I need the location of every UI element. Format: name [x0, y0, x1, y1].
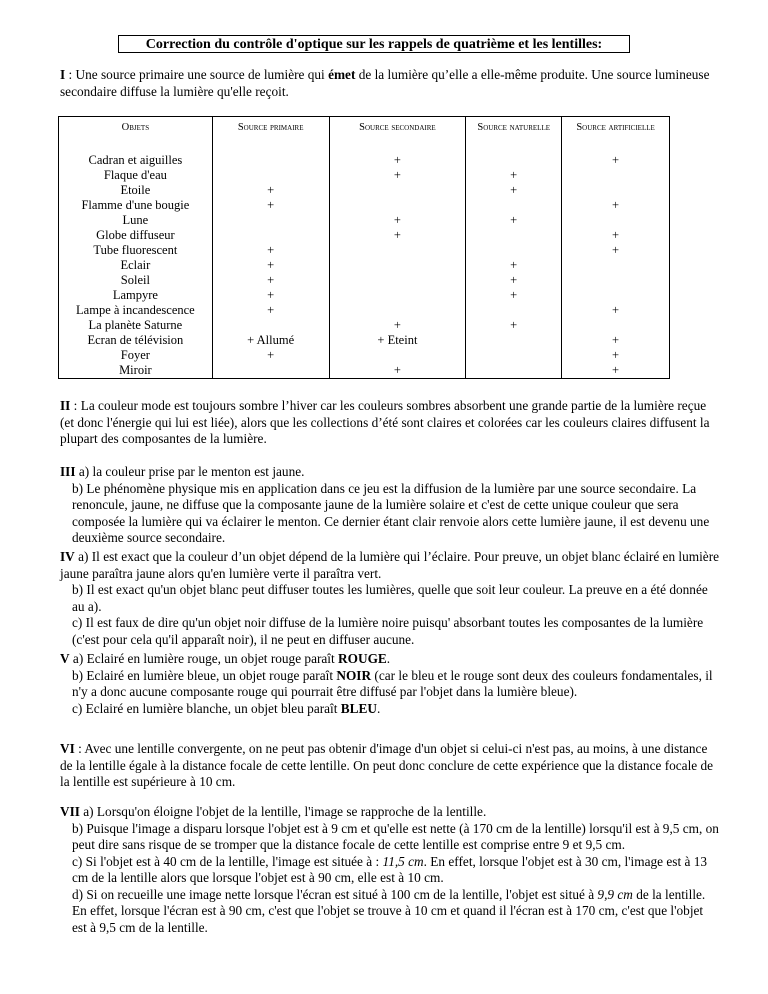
table-cell-mark: + — [212, 348, 329, 363]
table-cell-mark — [329, 243, 466, 258]
section-7-a: a) Lorsqu'on éloigne l'objet de la lentille, l'image se rapproche de la lentille. — [79, 804, 487, 819]
table-cell-mark — [562, 318, 670, 333]
table-cell-mark — [466, 243, 562, 258]
table-cell-mark: + — [466, 273, 562, 288]
table-row — [59, 273, 670, 288]
section-5-c-text: c) Eclairé en lumière blanche, un objet bleu paraît — [72, 700, 341, 716]
table-cell-mark — [212, 213, 329, 228]
section-7-b: b) Puisque l'image a disparu lorsque l'objet est à 9 cm et qu'elle est nette (à 170 cm de la lentille) lorsqu'il est à 9,5 cm, on peut dire sans risque de se tromper que la distance focale de cette lentille est comprise entre 9 et 9,5 cm. — [72, 820, 719, 852]
table-cell-mark — [329, 258, 466, 273]
table-cell-mark: + — [562, 303, 670, 318]
section-5-c-bold: BLEU — [340, 700, 377, 716]
section-1-number: I — [60, 67, 66, 82]
section-3-number: III — [60, 464, 76, 479]
section-7-c-end: . En effet, lorsque l'objet est à 30 cm, l'image est à 13 cm de la lentille alors que lorsque l'objet est à 90 cm, elle est à 10 cm. — [72, 853, 707, 885]
table-cell-mark: + — [466, 213, 562, 228]
table-cell-mark: + — [329, 153, 466, 168]
table-cell-object: Lampe à incandescence — [59, 303, 213, 318]
table-row — [59, 363, 670, 379]
table-cell-mark: + — [562, 228, 670, 243]
section-3-b: b) Le phénomène physique mis en application dans ce jeu est la diffusion de la lumière par une source secondaire. La renoncule, jaune, ne diffuse que la composante jaune de la lumière solaire et c'est de cette unique couleur que sera composée la lumière qui va éclairer le menton. Ce dernier étant clair renvoie alors cette lumière jaune, il est devenu une deuxième source secondaire. — [72, 480, 710, 545]
table-cell-mark — [466, 348, 562, 363]
table-cell-object: Ecran de télévision — [59, 333, 213, 348]
table-cell-mark — [466, 228, 562, 243]
section-7 — [60, 804, 720, 936]
section-5-b-end: (car le bleu et le rouge sont deux des couleurs fondamentales, il n'y a donc aucune composante rouge qui pourrait être diffusé par l'objet dans la lumière bleue). — [72, 667, 713, 699]
table-cell-mark: + — [212, 258, 329, 273]
document-title: Correction du contrôle d'optique sur les rappels de quatrième et les lentilles: — [118, 35, 630, 53]
table-cell-mark — [212, 318, 329, 333]
table-row — [59, 348, 670, 363]
table-cell-mark: + — [562, 153, 670, 168]
table-cell-mark: + — [562, 333, 670, 348]
table-cell-mark — [466, 198, 562, 213]
table-cell-mark: + — [212, 243, 329, 258]
section-4-number: IV — [60, 549, 75, 564]
table-cell-object: Flamme d'une bougie — [59, 198, 213, 213]
section-7-c-text: c) Si l'objet est à 40 cm de la lentille, l'image est située à : — [72, 853, 383, 869]
section-7-c-italic: 11,5 cm — [382, 853, 424, 869]
section-5-a-text: a) Eclairé en lumière rouge, un objet rouge paraît — [69, 651, 339, 666]
table-cell-mark: + — [562, 363, 670, 379]
table-cell-object: Eclair — [59, 258, 213, 273]
table-cell-mark — [212, 168, 329, 183]
section-5-a-end: . — [386, 651, 391, 666]
section-7-d-italic: 9,9 cm — [597, 886, 633, 902]
table-cell-mark: + — [329, 363, 466, 379]
table-cell-mark — [562, 183, 670, 198]
section-4-a: a) Il est exact que la couleur d’un objet dépend de la lumière qui l’éclaire. Pour preuve, un objet blanc éclairé en lumière jaune paraîtra jaune alors qu'en lumière verte il paraîtra vert. — [60, 549, 720, 581]
header-source-artificielle: Source artificielle — [562, 117, 670, 154]
table-cell-mark — [212, 228, 329, 243]
section-5-b-bold: NOIR — [336, 667, 372, 683]
table-cell-object: La planète Saturne — [59, 318, 213, 333]
table-cell-mark — [466, 333, 562, 348]
table-cell-mark — [212, 153, 329, 168]
header-source-naturelle: Source naturelle — [466, 117, 562, 154]
table-cell-mark — [329, 183, 466, 198]
table-cell-mark — [562, 288, 670, 303]
table-cell-object: Miroir — [59, 363, 213, 379]
table-cell-object: Cadran et aiguilles — [59, 153, 213, 168]
table-row — [59, 318, 670, 333]
table-row — [59, 198, 670, 213]
table-cell-mark: + — [212, 273, 329, 288]
section-4-b: b) Il est exact qu'un objet blanc peut diffuser toutes les lumières, quelle que soit leur couleur. La preuve en a été donnée au a). — [72, 582, 708, 614]
section-3 — [60, 464, 720, 547]
section-1 — [60, 67, 720, 100]
table-cell-mark: + — [562, 348, 670, 363]
table-cell-object: Lune — [59, 213, 213, 228]
section-5-a-bold: ROUGE — [338, 651, 387, 666]
section-2 — [60, 398, 720, 448]
section-5-number: V — [60, 651, 70, 666]
table-cell-mark: + — [466, 183, 562, 198]
table-cell-mark: + — [466, 258, 562, 273]
table-cell-mark: + — [562, 243, 670, 258]
table-row — [59, 288, 670, 303]
table-cell-mark — [329, 348, 466, 363]
table-cell-mark: + — [212, 303, 329, 318]
table-cell-mark — [562, 213, 670, 228]
table-cell-mark — [329, 198, 466, 213]
table-cell-mark: + Eteint — [329, 333, 466, 348]
table-cell-mark: + — [212, 183, 329, 198]
table-cell-object: Foyer — [59, 348, 213, 363]
section-1-text-b: de la lumière qu’elle a elle-même produite. Une source lumineuse secondaire diffuse la lumière qu'elle reçoit. — [60, 67, 710, 99]
table-cell-mark — [466, 153, 562, 168]
table-row — [59, 258, 670, 273]
table-cell-object: Soleil — [59, 273, 213, 288]
table-row — [59, 168, 670, 183]
table-row — [59, 333, 670, 348]
table-cell-mark: + Allumé — [212, 333, 329, 348]
table-cell-object: Flaque d'eau — [59, 168, 213, 183]
section-5 — [60, 651, 720, 717]
section-6-number: VI — [60, 741, 75, 756]
section-6-text: : Avec une lentille convergente, on ne peut pas obtenir d'image d'un objet si celui-ci n'est pas, au moins, à une distance de la lentille égale à la distance focale de cette lentille. On peut donc conclure de cette expérience que la distance focale de la lentille est supérieure à 10 cm. — [60, 741, 714, 789]
header-source-primaire: Source primaire — [212, 117, 329, 154]
table-cell-mark — [562, 258, 670, 273]
table-header-row — [59, 117, 670, 154]
table-cell-mark: + — [466, 288, 562, 303]
section-1-bold: émet — [328, 67, 356, 82]
section-3-a: a) la couleur prise par le menton est jaune. — [75, 464, 305, 479]
table-cell-mark: + — [329, 228, 466, 243]
table-row — [59, 303, 670, 318]
table-cell-mark: + — [329, 318, 466, 333]
section-6 — [60, 741, 720, 791]
section-2-text: : La couleur mode est toujours sombre l’hiver car les couleurs sombres absorbent une grande partie de la lumière reçue (et donc l'énergie qui lui est liée), alors que les collections d’été sont claires et colorées car les couleurs claires diffusent la plupart des composantes de la lumière. — [60, 398, 710, 446]
table-row — [59, 213, 670, 228]
section-1-text-a: : Une source primaire une source de lumière qui — [65, 67, 329, 82]
table-cell-mark: + — [329, 213, 466, 228]
header-source-secondaire: Source secondaire — [329, 117, 466, 154]
table-cell-mark — [466, 363, 562, 379]
section-4-c: c) Il est faux de dire qu'un objet noir diffuse de la lumière noire puisqu' absorbant toutes les composantes de la lumière (c'est pour cela qu'il apparaît noir), il ne peut en diffuser aucune. — [72, 615, 704, 647]
section-5-c-end: . — [377, 700, 381, 716]
table-row — [59, 243, 670, 258]
table-cell-mark — [466, 303, 562, 318]
table-cell-mark — [212, 363, 329, 379]
table-row — [59, 228, 670, 243]
section-4 — [60, 549, 720, 648]
table-cell-mark — [329, 273, 466, 288]
table-cell-mark: + — [562, 198, 670, 213]
sources-table — [58, 116, 670, 379]
section-7-d-text: d) Si on recueille une image nette lorsque l'écran est situé à 100 cm de la lentille, l'objet est situé à — [72, 886, 598, 902]
table-cell-mark: + — [212, 198, 329, 213]
table-cell-object: Lampyre — [59, 288, 213, 303]
section-2-number: II — [60, 398, 71, 413]
table-cell-mark — [329, 303, 466, 318]
section-7-number: VII — [60, 804, 80, 819]
table-cell-mark — [562, 273, 670, 288]
table-cell-object: Tube fluorescent — [59, 243, 213, 258]
table-cell-object: Globe diffuseur — [59, 228, 213, 243]
table-cell-mark — [562, 168, 670, 183]
table-cell-mark: + — [212, 288, 329, 303]
section-5-b-text: b) Eclairé en lumière bleue, un objet rouge paraît — [72, 667, 337, 683]
table-cell-mark — [329, 288, 466, 303]
table-row — [59, 183, 670, 198]
section-7-d-end: de la lentille. En effet, lorsque l'écran est à 90 cm, c'est que l'objet se trouve à 10 cm et quand il l'écran est à 170 cm, c'est que l'objet est à 9,5 cm de la lentille. — [72, 886, 706, 935]
table-row — [59, 153, 670, 168]
table-cell-mark: + — [466, 318, 562, 333]
table-cell-mark: + — [329, 168, 466, 183]
header-objets: Objets — [59, 117, 213, 154]
table-cell-object: Etoile — [59, 183, 213, 198]
table-cell-mark: + — [466, 168, 562, 183]
